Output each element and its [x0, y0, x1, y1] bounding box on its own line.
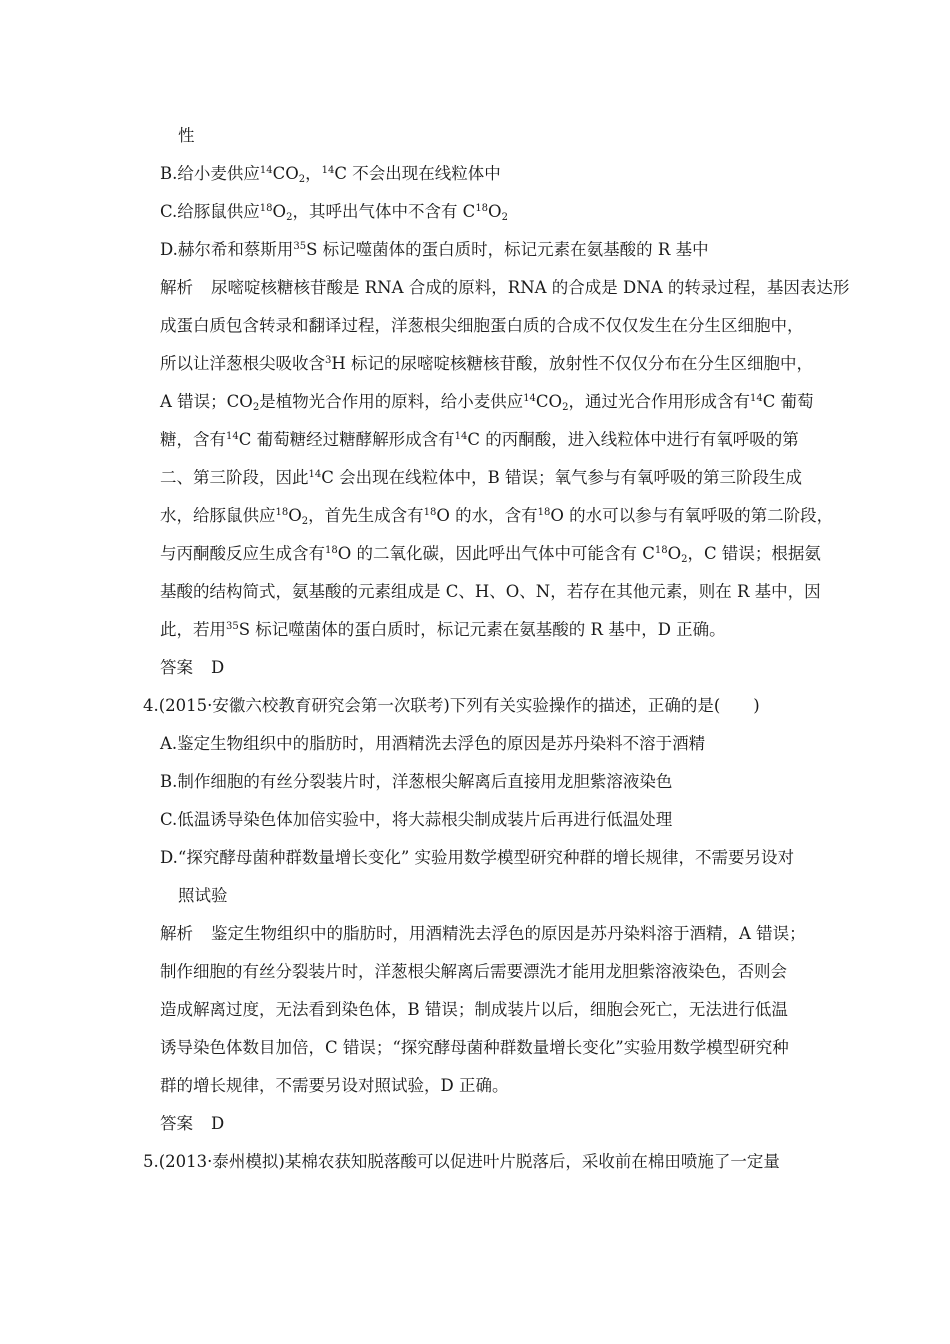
q3-analysis-line: 基酸的结构简式，氨基酸的元素组成是 C、H、O、N，若存在其他元素，则在 R 基中，因 [160, 582, 821, 601]
q4-option-a: A.鉴定生物组织中的脂肪时，用酒精洗去浮色的原因是苏丹染料不溶于酒精 [160, 734, 706, 753]
q4-option-b: B.制作细胞的有丝分裂装片时，洋葱根尖解离后直接用龙胆紫溶液染色 [160, 772, 673, 791]
q3-option-b: B.给小麦供应$^{14}CO_2$，$^{14}$C 不会出现在线粒体中 [160, 164, 501, 185]
q3-answer [160, 658, 224, 678]
q3-option-d: D.赫尔希和蔡斯用$^{35}$S 标记噬菌体的蛋白质时，标记元素在氨基酸的 R 基中 [160, 240, 709, 259]
q3-analysis-line: 成蛋白质包含转录和翻译过程，洋葱根尖细胞蛋白质的合成不仅仅发生在分生区细胞中， [160, 316, 804, 335]
q3-analysis-line: 此，若用$^{35}$S 标记噬菌体的蛋白质时，标记元素在氨基酸的 R 基中，D 正确。 [160, 620, 726, 639]
q3-analysis-line: A 错误；$CO_2$是植物光合作用的原料，给小麦供应$^{14}CO_2$，通过光合作用形成含有$^{14}$C 葡萄 [160, 392, 814, 413]
answer-label: 答案 [160, 1114, 193, 1133]
analysis-label: 解析 [160, 924, 193, 943]
q3-analysis-line: 水，给豚鼠供应$^{18}O_2$，首先生成含有$^{18}$O 的水，含有$^{18}$O 的水可以参与有氧呼吸的第二阶段， [160, 506, 834, 527]
q4-analysis-line: 解析 鉴定生物组织中的脂肪时，用酒精洗去浮色的原因是苏丹染料溶于酒精，A 错误； [160, 924, 806, 943]
analysis-label: 解析 [160, 278, 193, 297]
q4-analysis-line: 造成解离过度，无法看到染色体，B 错误；制成装片以后，细胞会死亡，无法进行低温 [160, 1000, 788, 1019]
q4-option-d-continuation: 照试验 [178, 886, 228, 905]
q4-analysis-line: 诱导染色体数目加倍，C 错误；“探究酵母菌种群数量增长变化”实验用数学模型研究种 [160, 1038, 789, 1057]
q4-analysis-line: 制作细胞的有丝分裂装片时，洋葱根尖解离后需要漂洗才能用龙胆紫溶液染色，否则会 [160, 962, 787, 981]
q3-analysis-line: 二、第三阶段，因此$^{14}$C 会出现在线粒体中，B 错误；氧气参与有氧呼吸的第三阶段生成 [160, 468, 802, 487]
answer-value: D [211, 658, 225, 677]
q3-option-c: C.给豚鼠供应$^{18}O_2$，其呼出气体中不含有 $C^{18}O_2$ [160, 202, 508, 223]
answer-value: D [211, 1114, 225, 1133]
q3-analysis-line: 与丙酮酸反应生成含有$^{18}$O 的二氧化碳，因此呼出气体中可能含有 $C^{18}O_2$，C 错误；根据氨 [160, 544, 821, 565]
q4-option-c: C.低温诱导染色体加倍实验中，将大蒜根尖制成装片后再进行低温处理 [160, 810, 673, 829]
q3-analysis-line: 解析 尿嘧啶核糖核苷酸是 RNA 合成的原料，RNA 的合成是 DNA 的转录过程，基因表达形 [160, 278, 850, 297]
q3-analysis-line: 糖，含有$^{14}$C 葡萄糖经过糖酵解形成含有$^{14}$C 的丙酮酸，进入线粒体中进行有氧呼吸的第 [160, 430, 799, 449]
q4-stem: 4.(2015·安徽六校教育研究会第一次联考)下列有关实验操作的描述，正确的是( ) [143, 696, 760, 715]
q3-option-a-continuation: 性 [178, 126, 195, 145]
q5-stem: 5.(2013·泰州模拟)某棉农获知脱落酸可以促进叶片脱落后，采收前在棉田喷施了一定量 [143, 1152, 780, 1171]
q4-analysis-line: 群的增长规律，不需要另设对照试验，D 正确。 [160, 1076, 509, 1095]
q4-answer [160, 1114, 224, 1134]
q3-analysis-line: 所以让洋葱根尖吸收含$^3$H 标记的尿嘧啶核糖核苷酸，放射性不仅仅分布在分生区细胞中， [160, 354, 814, 373]
q4-option-d: D.“探究酵母菌种群数量增长变化” 实验用数学模型研究种群的增长规律，不需要另设对 [160, 848, 795, 867]
answer-label: 答案 [160, 658, 193, 677]
